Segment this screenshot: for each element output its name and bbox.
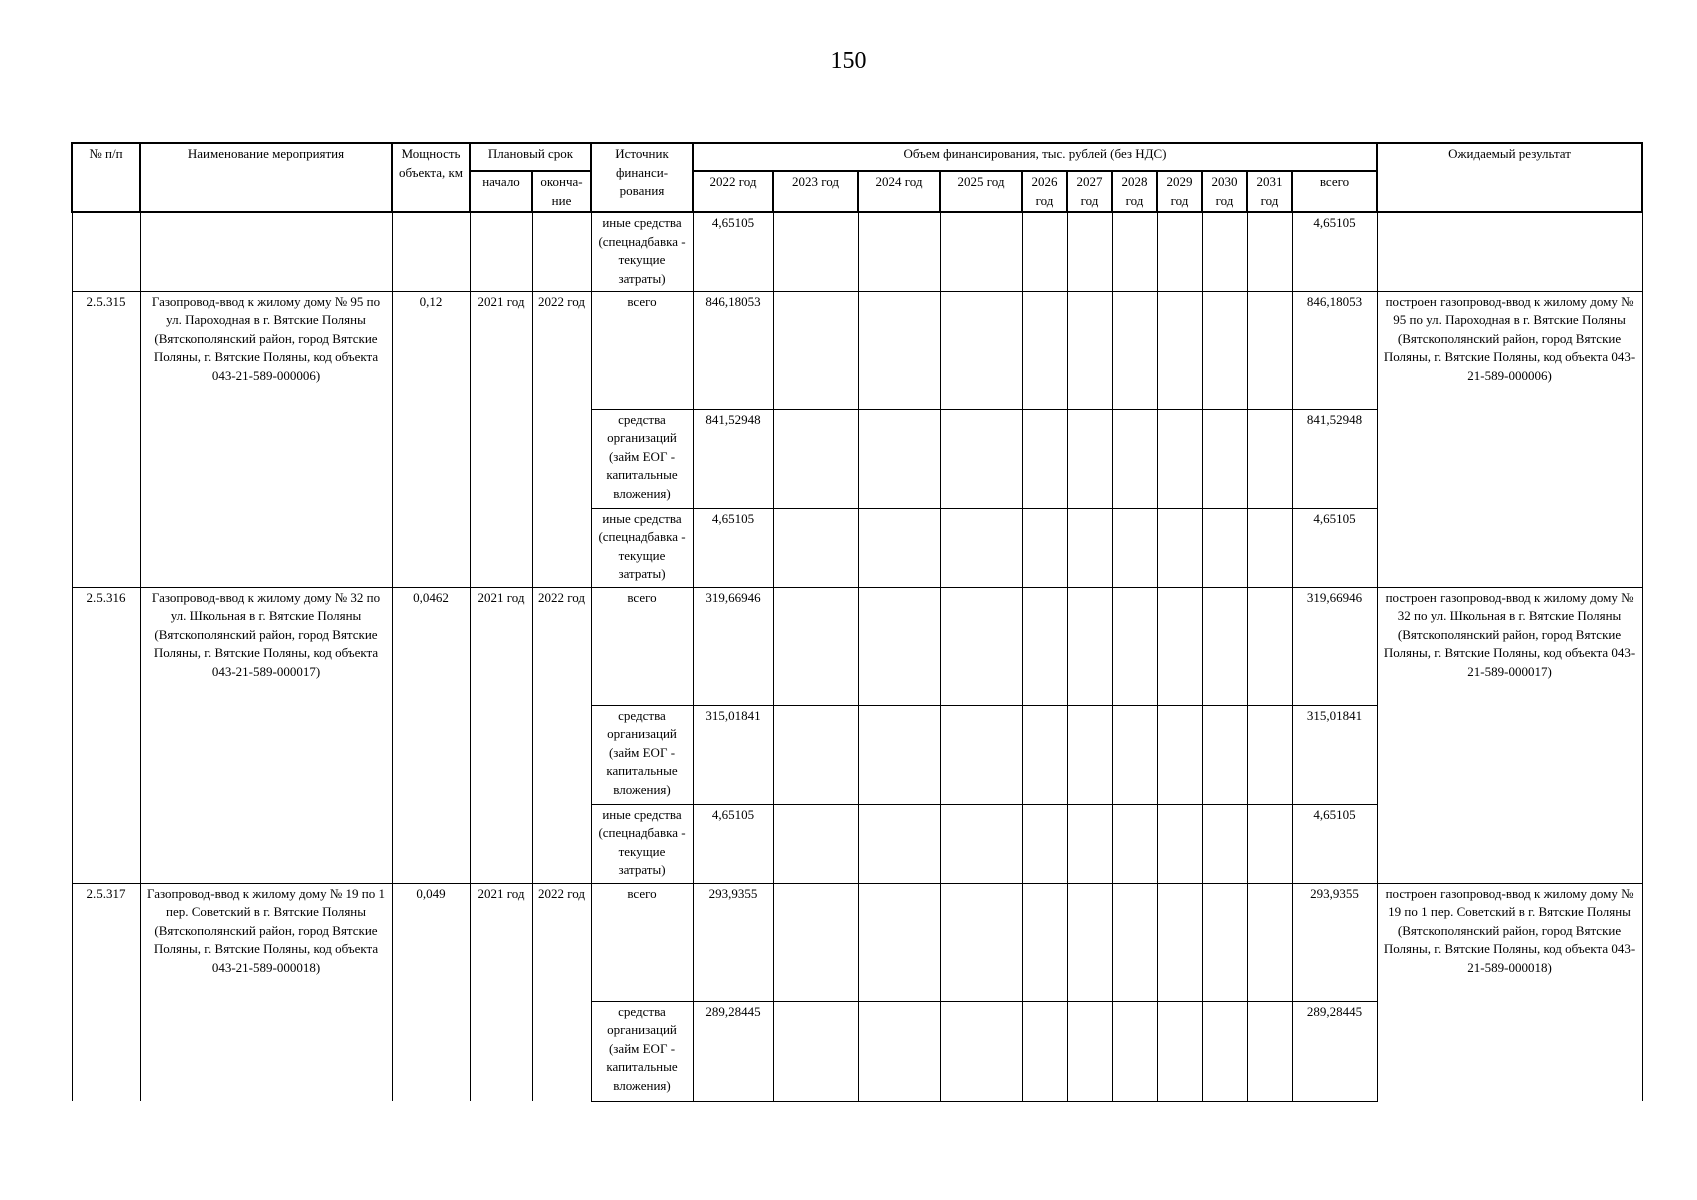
item-num: 2.5.315 [72,291,140,587]
empty-cell [858,291,940,409]
empty-cell [1247,705,1292,804]
empty-cell [773,212,858,291]
header-funding: Объем финансирования, тыс. рублей (без НДС) [693,143,1377,171]
value-total: 846,18053 [1292,291,1377,409]
value-2022: 319,66946 [693,587,773,705]
source-cell: всего [591,291,693,409]
item-capacity: 0,12 [392,291,470,587]
empty-cell [1247,212,1292,291]
empty-cell [1022,291,1067,409]
empty-cell [1067,883,1112,1001]
empty-cell [140,212,392,291]
item-start: 2021 год [470,587,532,883]
empty-cell [1112,291,1157,409]
empty-cell [858,409,940,508]
empty-cell [1067,291,1112,409]
value-2022: 4,65105 [693,508,773,587]
empty-cell [1067,409,1112,508]
empty-cell [773,705,858,804]
value-2022: 846,18053 [693,291,773,409]
empty-cell [1202,1001,1247,1101]
empty-cell [940,212,1022,291]
empty-cell [940,1001,1022,1101]
empty-cell [1247,291,1292,409]
header-year-2025: 2025 год [940,171,1022,212]
item-end: 2022 год [532,291,591,587]
value-total: 4,65105 [1292,212,1377,291]
empty-cell [1247,587,1292,705]
empty-cell [1202,508,1247,587]
item-start: 2021 год [470,883,532,1101]
source-cell: средства организаций (займ ЕОГ - капитальные вложения) [591,409,693,508]
table-row [72,883,1642,1001]
empty-cell [1022,1001,1067,1101]
empty-cell [1022,883,1067,1001]
source-cell: средства организаций (займ ЕОГ - капитальные вложения) [591,705,693,804]
empty-cell [858,212,940,291]
item-end: 2022 год [532,587,591,883]
item-result: построен газопровод-ввод к жилому дому № 19 по 1 пер. Советский в г. Вятские Поляны (Вятскополянский район, город Вятские Поляны, г. Вятские Поляны, код объекта 043-21-589-000018) [1377,883,1642,1101]
empty-cell [1067,705,1112,804]
empty-cell [1157,587,1202,705]
header-total: всего [1292,171,1377,212]
empty-cell [1202,409,1247,508]
empty-cell [858,883,940,1001]
header-start: начало [470,171,532,212]
item-capacity: 0,049 [392,883,470,1101]
header-year-2029: 2029 год [1157,171,1202,212]
empty-cell [1067,508,1112,587]
empty-cell [1067,1001,1112,1101]
empty-cell [940,508,1022,587]
empty-cell [773,409,858,508]
item-result: построен газопровод-ввод к жилому дому № 95 по ул. Пароходная в г. Вятские Поляны (Вятскополянский район, город Вятские Поляны, г. Вятские Поляны, код объекта 043-21-589-000006) [1377,291,1642,587]
value-total: 315,01841 [1292,705,1377,804]
table-row [72,212,1642,291]
empty-cell [1112,587,1157,705]
item-name: Газопровод-ввод к жилому дому № 19 по 1 пер. Советский в г. Вятские Поляны (Вятскополянский район, город Вятские Поляны, г. Вятские Поляны, код объекта 043-21-589-000018) [140,883,392,1101]
item-num: 2.5.317 [72,883,140,1101]
value-2022: 4,65105 [693,212,773,291]
empty-cell [1157,1001,1202,1101]
value-total: 319,66946 [1292,587,1377,705]
value-2022: 289,28445 [693,1001,773,1101]
item-num: 2.5.316 [72,587,140,883]
header-name: Наименование мероприятия [140,143,392,212]
value-total: 293,9355 [1292,883,1377,1001]
empty-cell [1157,291,1202,409]
header-end: оконча-ние [532,171,591,212]
empty-cell [1247,804,1292,883]
empty-cell [1022,212,1067,291]
page-number: 150 [830,48,867,74]
empty-cell [1157,212,1202,291]
empty-cell [1202,212,1247,291]
empty-cell [773,804,858,883]
empty-cell [940,705,1022,804]
header-year-2030: 2030 год [1202,171,1247,212]
empty-cell [1202,883,1247,1001]
table-row [72,587,1642,705]
empty-cell [940,409,1022,508]
empty-cell [940,883,1022,1001]
header-year-2028: 2028 год [1112,171,1157,212]
empty-cell [1247,409,1292,508]
header-source: Источник финанси-рования [591,143,693,212]
empty-cell [940,587,1022,705]
empty-cell [1202,587,1247,705]
empty-cell [1067,804,1112,883]
empty-cell [773,508,858,587]
empty-cell [1112,883,1157,1001]
empty-cell [858,508,940,587]
empty-cell [1247,508,1292,587]
source-cell: средства организаций (займ ЕОГ - капитальные вложения) [591,1001,693,1101]
empty-cell [773,1001,858,1101]
empty-cell [1022,587,1067,705]
funding-table [71,142,1643,1102]
empty-cell [1112,705,1157,804]
empty-cell [858,587,940,705]
empty-cell [1022,508,1067,587]
header-capacity: Мощность объекта, км [392,143,470,212]
table-row [72,291,1642,409]
header-year-2022: 2022 год [693,171,773,212]
empty-cell [858,804,940,883]
empty-cell [1112,804,1157,883]
empty-cell [940,804,1022,883]
empty-cell [1112,508,1157,587]
empty-cell [72,212,140,291]
header-term: Плановый срок [470,143,591,171]
empty-cell [1022,804,1067,883]
empty-cell [470,212,532,291]
value-2022: 293,9355 [693,883,773,1001]
empty-cell [1202,291,1247,409]
empty-cell [1112,409,1157,508]
empty-cell [1067,212,1112,291]
value-total: 841,52948 [1292,409,1377,508]
empty-cell [773,883,858,1001]
header-year-2024: 2024 год [858,171,940,212]
value-2022: 4,65105 [693,804,773,883]
empty-cell [1202,705,1247,804]
value-total: 4,65105 [1292,804,1377,883]
empty-cell [1022,409,1067,508]
source-cell: всего [591,883,693,1001]
header-num: № п/п [72,143,140,212]
item-capacity: 0,0462 [392,587,470,883]
empty-cell [858,1001,940,1101]
empty-cell [1022,705,1067,804]
empty-cell [1202,804,1247,883]
header-result: Ожидаемый результат [1377,143,1642,212]
item-name: Газопровод-ввод к жилому дому № 95 по ул. Пароходная в г. Вятские Поляны (Вятскополянский район, город Вятские Поляны, г. Вятские Поляны, код объекта 043-21-589-000006) [140,291,392,587]
empty-cell [392,212,470,291]
item-end: 2022 год [532,883,591,1101]
source-cell: иные средства (спецнадбавка - текущие затраты) [591,508,693,587]
value-2022: 841,52948 [693,409,773,508]
source-cell: иные средства (спецнадбавка - текущие затраты) [591,804,693,883]
empty-cell [1157,409,1202,508]
header-year-2023: 2023 год [773,171,858,212]
empty-cell [773,587,858,705]
empty-cell [1112,1001,1157,1101]
value-total: 4,65105 [1292,508,1377,587]
empty-cell [1247,883,1292,1001]
empty-cell [858,705,940,804]
empty-cell [773,291,858,409]
header-year-2031: 2031 год [1247,171,1292,212]
value-2022: 315,01841 [693,705,773,804]
item-start: 2021 год [470,291,532,587]
value-total: 289,28445 [1292,1001,1377,1101]
empty-cell [1377,212,1642,291]
item-result: построен газопровод-ввод к жилому дому № 32 по ул. Школьная в г. Вятские Поляны (Вятскополянский район, город Вятские Поляны, г. Вятские Поляны, код объекта 043-21-589-000017) [1377,587,1642,883]
empty-cell [1157,705,1202,804]
item-name: Газопровод-ввод к жилому дому № 32 по ул. Школьная в г. Вятские Поляны (Вятскополянский район, город Вятские Поляны, г. Вятские Поляны, код объекта 043-21-589-000017) [140,587,392,883]
empty-cell [1157,508,1202,587]
empty-cell [532,212,591,291]
empty-cell [1157,804,1202,883]
empty-cell [1247,1001,1292,1101]
empty-cell [940,291,1022,409]
header-year-2027: 2027 год [1067,171,1112,212]
header-year-2026: 2026 год [1022,171,1067,212]
source-cell: всего [591,587,693,705]
empty-cell [1157,883,1202,1001]
empty-cell [1067,587,1112,705]
source-cell: иные средства (спецнадбавка - текущие затраты) [591,212,693,291]
empty-cell [1112,212,1157,291]
